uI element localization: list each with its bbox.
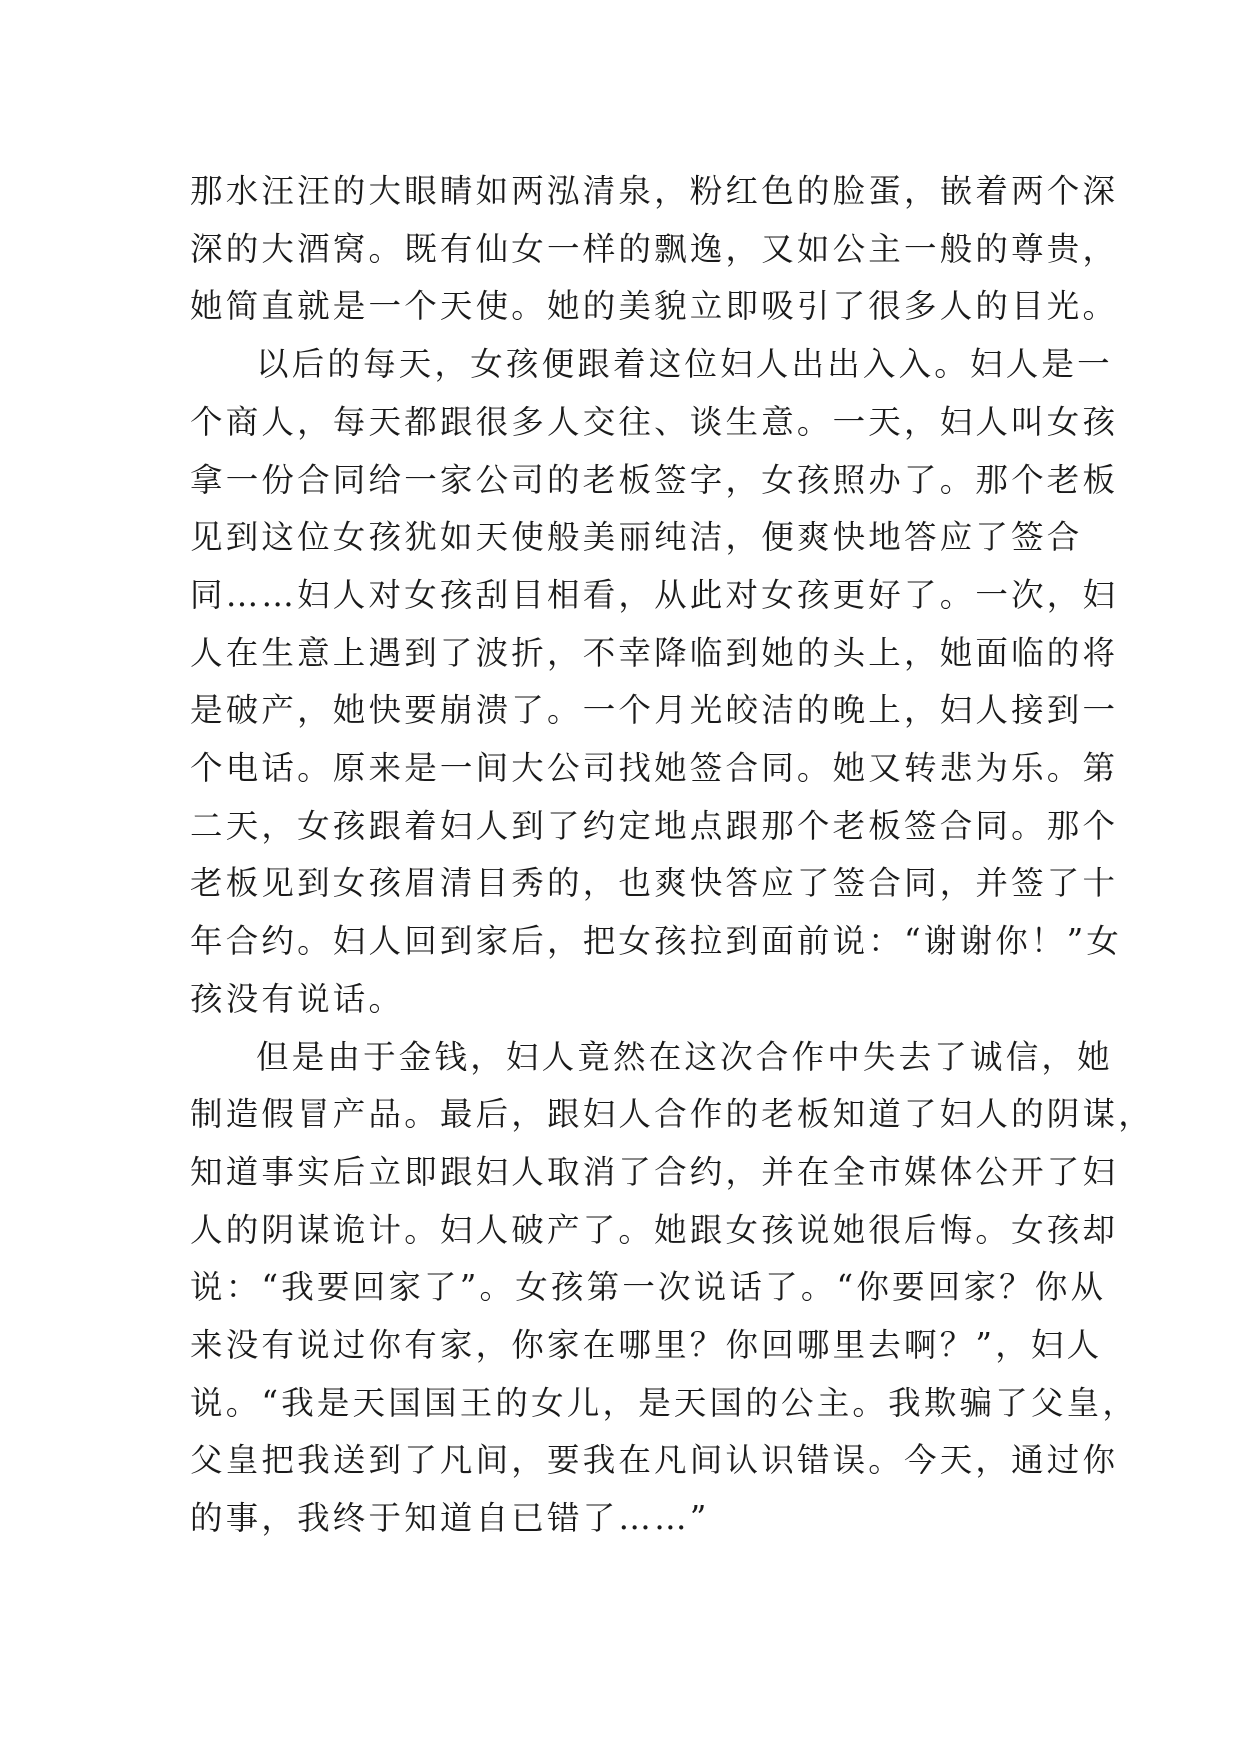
- text-line: 说。“我是天国国王的女儿，是天国的公主。我欺骗了父皇，: [190, 1383, 1139, 1422]
- text-line: 父皇把我送到了凡间，要我在凡间认识错误。今天，通过你: [190, 1441, 1119, 1480]
- text-line: 以后的每天，女孩便跟着这位妇人出出入入。妇人是一: [256, 345, 1113, 384]
- text-line: 人的阴谋诡计。妇人破产了。她跟女孩说她很后悔。女孩却: [190, 1210, 1119, 1249]
- text-line: 说：“我要回家了”。女孩第一次说话了。“你要回家？你从: [190, 1268, 1107, 1307]
- text-line: 个电话。原来是一间大公司找她签合同。她又转悲为乐。第: [190, 749, 1119, 788]
- text-line: 制造假冒产品。最后，跟妇人合作的老板知道了妇人的阴谋，: [190, 1095, 1154, 1134]
- text-line: 孩没有说话。: [190, 979, 405, 1018]
- body-text: [190, 163, 1154, 1548]
- text-line: 来没有说过你有家，你家在哪里？你回哪里去啊？”，妇人: [190, 1326, 1103, 1365]
- text-line: 同……妇人对女孩刮目相看，从此对女孩更好了。一次，妇: [190, 575, 1119, 614]
- text-line: 拿一份合同给一家公司的老板签字，女孩照办了。那个老板: [190, 460, 1119, 499]
- paragraph-3: [190, 1029, 1154, 1548]
- paragraph-1: [190, 163, 1119, 336]
- text-line: 的事，我终于知道自已错了……”: [190, 1499, 710, 1538]
- text-line: 老板见到女孩眉清目秀的，也爽快答应了签合同，并签了十: [190, 864, 1119, 903]
- text-line: 见到这位女孩犹如天使般美丽纯洁，便爽快地答应了签合: [190, 518, 1083, 557]
- text-line: 是破产，她快要崩溃了。一个月光皎洁的晚上，妇人接到一: [190, 691, 1119, 730]
- text-line: 但是由于金钱，妇人竟然在这次合作中失去了诚信，她: [256, 1037, 1113, 1076]
- text-line: 她简直就是一个天使。她的美貌立即吸引了很多人的目光。: [190, 287, 1119, 326]
- text-line: 个商人，每天都跟很多人交往、谈生意。一天，妇人叫女孩: [190, 402, 1119, 441]
- text-line: 人在生意上遇到了波折，不幸降临到她的头上，她面临的将: [190, 633, 1119, 672]
- text-line: 知道事实后立即跟妇人取消了合约，并在全市媒体公开了妇: [190, 1152, 1119, 1191]
- text-line: 那水汪汪的大眼睛如两泓清泉，粉红色的脸蛋，嵌着两个深: [190, 172, 1119, 210]
- text-line: 深的大酒窝。既有仙女一样的飘逸，又如公主一般的尊贵，: [190, 229, 1119, 268]
- paragraph-2: [190, 336, 1123, 1028]
- text-line: 年合约。妇人回到家后，把女孩拉到面前说：“谢谢你！”女: [190, 922, 1123, 961]
- text-line: 二天，女孩跟着妇人到了约定地点跟那个老板签合同。那个: [190, 806, 1119, 845]
